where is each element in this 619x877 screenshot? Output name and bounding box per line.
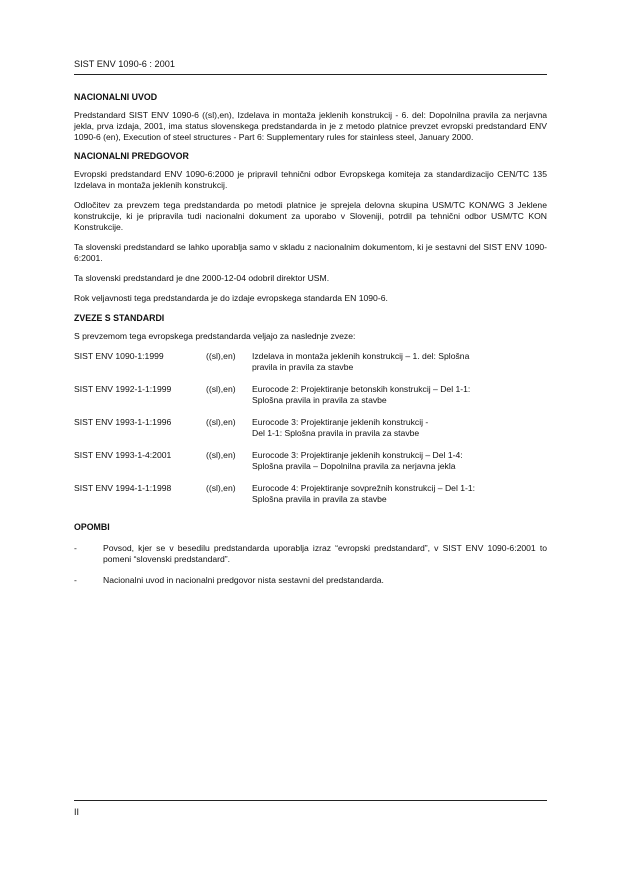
standard-title <box>252 417 547 450</box>
standard-title-line: Eurocode 2: Projektiranje betonskih konstrukcij – Del 1-1: <box>252 384 471 394</box>
standard-title-line: Eurocode 3: Projektiranje jeklenih konstrukcij – Del 1-4: <box>252 450 463 460</box>
note-text: Povsod, kjer se v besedilu predstandarda uporablja izraz “evropski predstandard”, v SIST ENV 1090-6:2001 to pomeni “slovenski predstandard”. <box>103 543 547 564</box>
list-item <box>74 543 547 565</box>
paragraph: Predstandard SIST ENV 1090-6 ((sl),en), Izdelava in montaža jeklenih konstrukcij - 6. del: Dopolnilna pravila za nerjavna jekla, prva izdaja, 2001, ima status slovenskega predstandarda in je z metodo platnice prevzet evropski predstandard ENV 1090-6 (en), Execution of steel structures - Part 6: Supplementary rules for stainless steel, January 2000. <box>74 110 547 142</box>
standard-title <box>252 450 547 483</box>
section-nacionalni-uvod <box>74 92 547 143</box>
standard-language: ((sl),en) <box>206 417 236 427</box>
standard-language: ((sl),en) <box>206 483 236 493</box>
standard-title-line: pravila in pravila za stavbe <box>252 361 354 372</box>
list-dash: - <box>74 543 77 553</box>
table-row <box>74 483 547 516</box>
standard-title <box>252 483 547 516</box>
section-heading: ZVEZE S STANDARDI <box>74 313 165 323</box>
paragraph: Rok veljavnosti tega predstandarda je do izdaje evropskega standarda EN 1090-6. <box>74 293 388 303</box>
standard-code: SIST ENV 1994-1-1:1998 <box>74 483 172 493</box>
standard-title-line: Eurocode 3: Projektiranje jeklenih konstrukcij - <box>252 417 429 427</box>
note-text: Nacionalni uvod in nacionalni predgovor nista sestavni del predstandarda. <box>103 575 384 585</box>
standard-language: ((sl),en) <box>206 384 236 394</box>
section-opombi <box>74 522 547 586</box>
standard-title-line: Splošna pravila – Dopolnilna pravila za nerjavna jekla <box>252 460 456 471</box>
table-row <box>74 450 547 483</box>
section-heading: OPOMBI <box>74 522 110 532</box>
section-heading: NACIONALNI PREDGOVOR <box>74 151 189 161</box>
standard-language: ((sl),en) <box>206 351 236 361</box>
standard-title-line: Splošna pravila in pravila za stavbe <box>252 493 387 504</box>
table-row <box>74 417 547 450</box>
section-heading: NACIONALNI UVOD <box>74 92 158 102</box>
standard-title <box>252 351 547 384</box>
list-dash: - <box>74 575 77 585</box>
paragraph: Odločitev za prevzem tega predstandarda po metodi platnice je sprejela delovna skupina USM/TC KON/WG 3 Jeklene konstrukcije, ki je pripravila tudi nacionalni dokument za uporabo v Sloveniji, potrdil pa tehnični odbor USM/TC KON Konstrukcije. <box>74 200 547 232</box>
standards-table <box>74 351 547 516</box>
standard-title-line: Izdelava in montaža jeklenih konstrukcij – 1. del: Splošna <box>252 351 470 361</box>
section-nacionalni-predgovor <box>74 151 547 304</box>
paragraph: Evropski predstandard ENV 1090-6:2000 je pripravil tehnični odbor Evropskega komiteja za standardizacijo CEN/TC 135 Izdelava in montaža jeklenih konstrukcij. <box>74 169 547 190</box>
paragraph: Ta slovenski predstandard je dne 2000-12-04 odobril direktor USM. <box>74 273 330 283</box>
standard-title <box>252 384 547 417</box>
standard-title-line: Eurocode 4: Projektiranje sovprežnih konstrukcij – Del 1-1: <box>252 483 476 493</box>
section-zveze-s-standardi <box>74 313 547 516</box>
paragraph: S prevzemom tega evropskega predstandarda veljajo za naslednje zveze: <box>74 331 356 341</box>
list-item <box>74 575 547 586</box>
standard-title-line: Del 1-1: Splošna pravila in pravila za stavbe <box>252 427 420 438</box>
footer-divider <box>74 800 547 801</box>
standard-language: ((sl),en) <box>206 450 236 460</box>
standard-code: SIST ENV 1993-1-4:2001 <box>74 450 172 460</box>
paragraph: Ta slovenski predstandard se lahko uporablja samo v skladu z nacionalnim dokumentom, ki je sestavni del SIST ENV 1090-6:2001. <box>74 242 547 263</box>
standard-code: SIST ENV 1993-1-1:1996 <box>74 417 172 427</box>
standard-code: SIST ENV 1992-1-1:1999 <box>74 384 172 394</box>
document-body <box>74 92 547 596</box>
notes-list <box>74 543 547 586</box>
table-row <box>74 351 547 384</box>
standard-code: SIST ENV 1090-1:1999 <box>74 351 164 361</box>
standard-title-line: Splošna pravila in pravila za stavbe <box>252 394 387 405</box>
document-header: SIST ENV 1090-6 : 2001 <box>74 59 175 69</box>
header-divider <box>74 74 547 75</box>
table-row <box>74 384 547 417</box>
page-number: II <box>74 807 80 817</box>
